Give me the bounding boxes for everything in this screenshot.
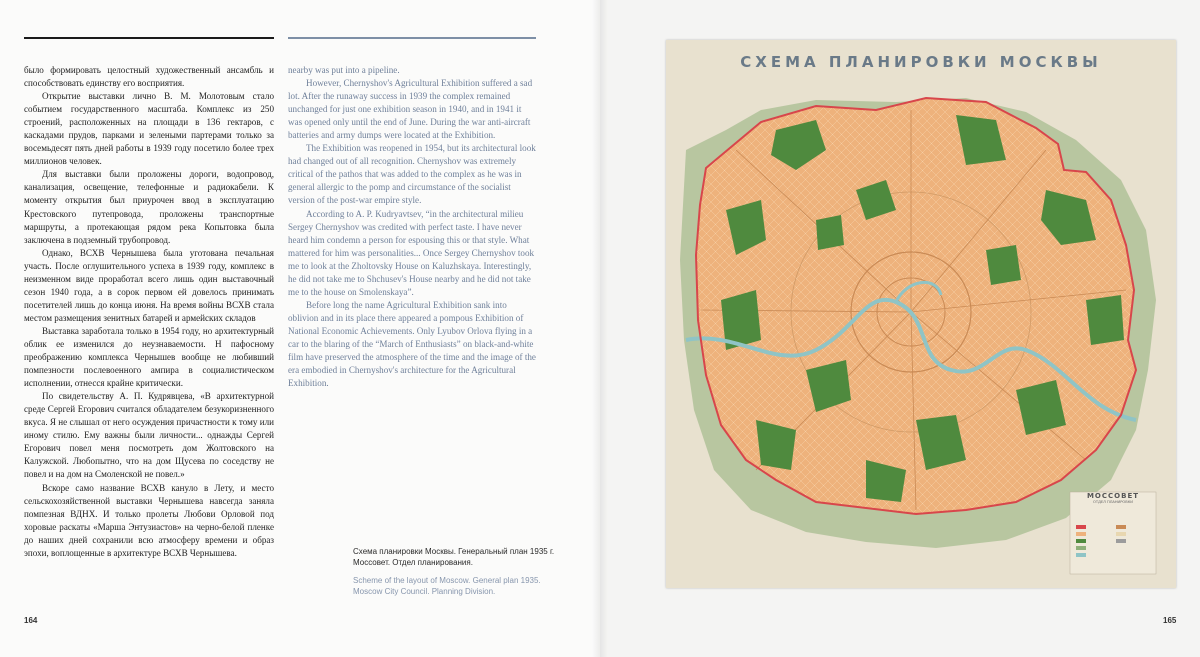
en-paragraph: According to A. P. Kudryavtsev, “in the architectural milieu Sergey Chernyshov was credited with perfect taste. I have never heard him condemn a person for espousing this or that style. What mattered for him was personalities... Once Sergey Chernyshov took me to look at the Zholtovsky House on Kaluzhskaya. Interestingly, he did not take me to Shchusev's House nearby and he did not take me to the house on Smolenskaya”. <box>288 208 535 297</box>
moscow-plan-map <box>666 40 1176 588</box>
map-legend <box>1070 492 1156 505</box>
page-number-left: 164 <box>24 616 38 625</box>
en-paragraph: However, Chernyshov's Agricultural Exhibition suffered a sad lot. After the runaway success in 1939 the complex remained unchanged for just one exhibition season in 1940, and in 1941 it was opened only until the end of June. During the war anti-aircraft batteries and army dumps were located at the Exhibition. <box>288 78 533 141</box>
map-title: СХЕМА ПЛАНИРОВКИ МОСКВЫ <box>740 53 1102 71</box>
english-text-column <box>288 64 536 390</box>
ru-paragraph: было формировать целостный художественный ансамбль и способствовать единству его восприятия. <box>24 65 274 89</box>
en-paragraph: Before long the name Agricultural Exhibition sank into oblivion and in its place there appeared a pompous Exhibition of National Economic Achievements. Only Lyubov Orlova flying in a car to the blaring of the “March of Enthusiasts” on black-and-white film have preserved the atmosphere of the time and the image of the era embodied in Chernyshov's architecture for the Agricultural Exhibition. <box>288 299 536 389</box>
caption-russian: Схема планировки Москвы. Генеральный план 1935 г. Моссовет. Отдел планирования. <box>353 547 555 567</box>
english-column-rule <box>288 37 536 39</box>
legend-title: МОССОВЕТ <box>1086 492 1140 500</box>
ru-paragraph: Для выставки были проложены дороги, водопровод, канализация, освещение, телефонные и радиокабели. К моменту открытия был приурочен ввод в эксплуатацию Крестовского путепровода, проложены транспортные маршруты, а протекающая рядом река Копытовка была заключена в подземный трубопровод. <box>24 169 274 245</box>
russian-column-rule <box>24 37 274 39</box>
en-paragraph: nearby was put into a pipeline. <box>288 65 400 75</box>
ru-paragraph: Открытие выставки лично В. М. Молотовым стало событием государственного масштаба. Комплекс из 250 строений, расположенных на площади в 136 гектаров, с каскадами прудов, парками и зелеными партерами только за восемьдесят пять дней работы в 1939 году посетило более трех миллионов человек. <box>24 91 274 167</box>
legend-subtitle: ОТДЕЛ ПЛАНИРОВКИ <box>1093 500 1133 504</box>
russian-text-column <box>24 64 274 560</box>
page-number-right: 165 <box>1163 616 1177 625</box>
caption-english: Scheme of the layout of Moscow. General plan 1935. Moscow City Council. Planning Division. <box>353 576 541 596</box>
ru-paragraph: Выставка заработала только в 1954 году, но архитектурный облик ее изменился до неузнаваемости. Н пафосному преображению комплекса Чернышев вообще не любивший помпезности послевоенного ампира в социалистическом исполнении, отнесся крайне критически. <box>24 325 274 389</box>
map-caption <box>353 546 568 597</box>
ru-paragraph: Однако, ВСХВ Чернышева была уготована печальная участь. После оглушительного успеха в 1939 году, комплекс в неизменном виде проработал всего лишь один выставочный сезон 1940 года, а в сорок первом ей довелось принимать посетителей лишь до конца июня. На время войны ВСХВ стала местом размещения зенитных батарей и армейских складов <box>24 247 274 323</box>
ru-paragraph: Вскоре само название ВСХВ кануло в Лету, и место сельскохозяйственной выставки Чернышева навсегда заняла помпезная ВДНХ. И только пролеты Любови Орловой под хоровые раскаты «Марша Энтузиастов» на черно-белой пленке до наших дней сохранили всю атмосферу времени и образ эпохи, воплощенные в архитектуре ВСХВ Чернышева. <box>24 482 274 558</box>
book-gutter <box>592 0 608 657</box>
ru-paragraph: По свидетельству А. П. Кудрявцева, «В архитектурной среде Сергей Егорович считался обладателем безукоризненного вкуса. Я не слышал от него осуждения причастности к тому или иному стилю. Ему важны были личности... однажды Сергей Егорович повел меня посмотреть дом Жолтовского на Калужской. Любопытно, что на дом Щусева по соседству не повел и на дом на Смоленской не повел.» <box>24 391 274 480</box>
map-illustration <box>666 40 1176 588</box>
en-paragraph: The Exhibition was reopened in 1954, but its architectural look had changed out of all recognition. Chernyshov was extremely critical of the pathos that was added to the complex as he was in general allergic to the pomp and circumstance of the socialist version of the post-war empire style. <box>288 143 536 206</box>
